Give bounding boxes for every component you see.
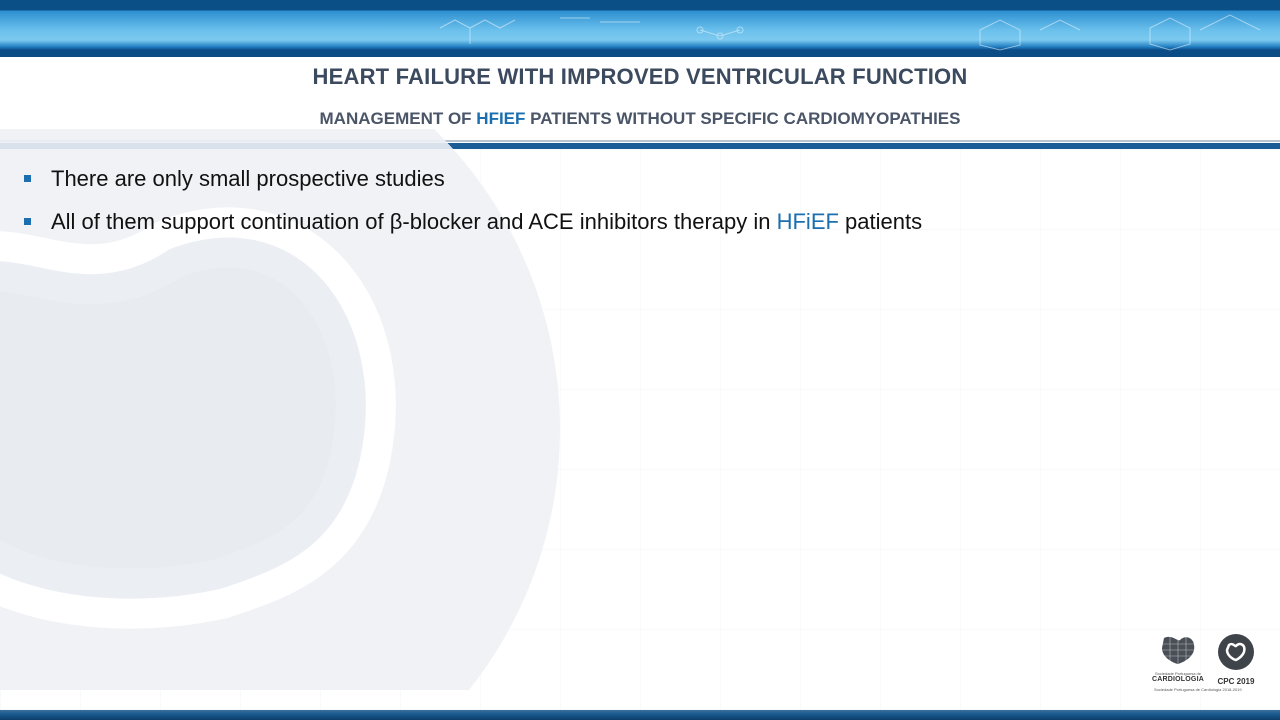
cpc-heart-icon [1216, 632, 1256, 670]
cpc-logo [1214, 632, 1258, 688]
subtitle-text-end: PATIENTS WITHOUT SPECIFIC CARDIOMYOPATHIES [525, 109, 961, 128]
list-item [20, 207, 1220, 250]
subtitle-text: MANAGEMENT OF [319, 109, 477, 128]
molecule-pattern [0, 0, 1280, 57]
bullet-text [51, 207, 922, 237]
subtitle-accent: HFIEF [476, 109, 526, 128]
cpc-label: CPC 2019 [1217, 677, 1255, 686]
bullet-marker-icon [24, 218, 31, 225]
header-banner [0, 0, 1280, 57]
bullet-marker-icon [24, 175, 31, 182]
logo-footer-text: Sociedade Portuguesa de Cardiologia 2018-2019 [1154, 687, 1242, 692]
spc-heart-icon [1158, 632, 1198, 666]
slide-subtitle [0, 109, 1280, 129]
logo-area [1150, 632, 1262, 694]
spc-big-text: CARDIOLOGIA [1152, 676, 1204, 683]
footer-bar [0, 710, 1280, 720]
bullet-highlight: HFiEF [776, 209, 839, 234]
bullet-text-part: patients [838, 209, 923, 234]
bullet-text-part: All of them support continuation of β-blocker and ACE inhibitors therapy in [51, 209, 777, 234]
spc-small-text: Sociedade Portuguesa de [1154, 671, 1202, 676]
slide-title: HEART FAILURE WITH IMPROVED VENTRICULAR FUNCTION [312, 64, 968, 89]
bullet-list [20, 164, 1220, 250]
bullet-text: There are only small prospective studies [51, 166, 445, 191]
list-item [20, 164, 1220, 207]
spc-logo [1150, 632, 1206, 688]
